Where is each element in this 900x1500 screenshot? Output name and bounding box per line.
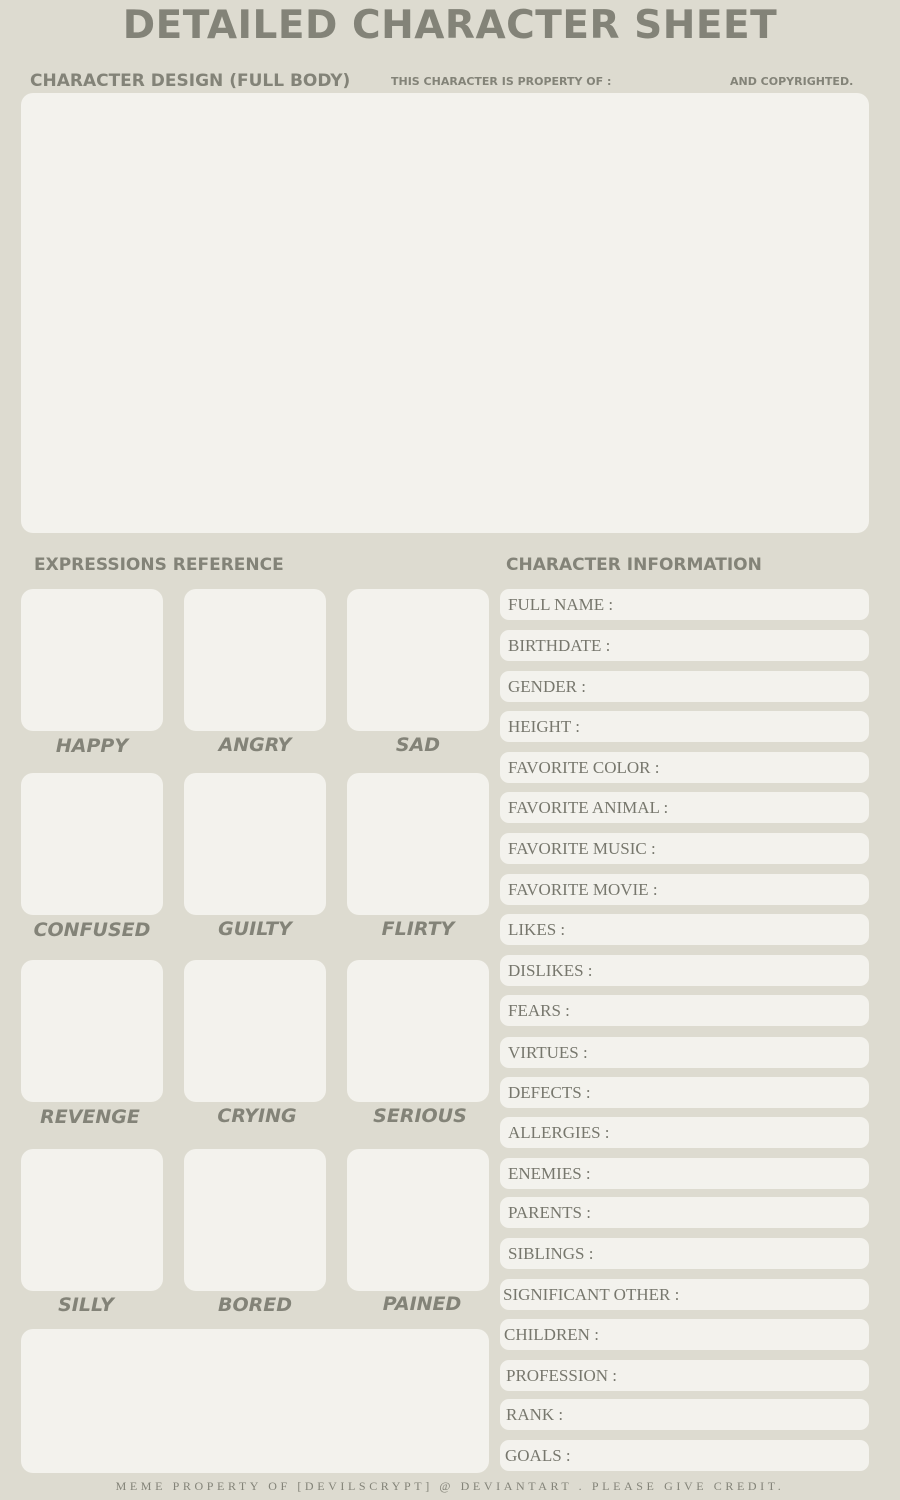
expression-box-revenge xyxy=(21,960,163,1102)
info-field-dislikes[interactable]: DISLIKES : xyxy=(500,955,869,986)
expression-label-sad: SAD xyxy=(395,734,441,756)
expression-label-angry: ANGRY xyxy=(218,734,292,756)
expression-label-pained: PAINED xyxy=(382,1293,462,1315)
info-field-favorite-movie[interactable]: FAVORITE MOVIE : xyxy=(500,874,869,905)
info-field-favorite-animal[interactable]: FAVORITE ANIMAL : xyxy=(500,792,869,823)
info-field-children[interactable]: CHILDREN : xyxy=(500,1319,869,1350)
info-field-full-name[interactable]: FULL NAME : xyxy=(500,589,869,620)
expression-label-happy: HAPPY xyxy=(55,735,129,757)
expression-label-serious: SERIOUS xyxy=(373,1105,467,1127)
expression-box-pained xyxy=(347,1149,489,1291)
full-body-design-area xyxy=(21,93,869,533)
info-field-goals[interactable]: GOALS : xyxy=(500,1440,869,1471)
info-field-virtues[interactable]: VIRTUES : xyxy=(500,1037,869,1068)
info-field-allergies[interactable]: ALLERGIES : xyxy=(500,1117,869,1148)
info-field-favorite-music[interactable]: FAVORITE MUSIC : xyxy=(500,833,869,864)
info-field-fears[interactable]: FEARS : xyxy=(500,995,869,1026)
expression-label-confused: CONFUSED xyxy=(33,919,151,941)
notes-area xyxy=(21,1329,489,1473)
expressions-heading: EXPRESSIONS REFERENCE xyxy=(34,555,284,575)
info-field-parents[interactable]: PARENTS : xyxy=(500,1197,869,1228)
expression-box-silly xyxy=(21,1149,163,1291)
info-field-siblings[interactable]: SIBLINGS : xyxy=(500,1238,869,1269)
expression-label-revenge: REVENGE xyxy=(40,1106,140,1128)
expression-label-flirty: FLIRTY xyxy=(381,918,455,940)
expression-label-bored: BORED xyxy=(217,1294,292,1316)
credit-line: MEME PROPERTY OF [DEVILSCRYPT] @ DEVIANTART . PLEASE GIVE CREDIT. xyxy=(115,1479,785,1493)
info-field-enemies[interactable]: ENEMIES : xyxy=(500,1158,869,1189)
info-heading: CHARACTER INFORMATION xyxy=(506,555,762,575)
info-field-significant-other[interactable]: SIGNIFICANT OTHER : xyxy=(500,1279,869,1310)
design-label: CHARACTER DESIGN (FULL BODY) xyxy=(30,71,351,91)
info-field-rank[interactable]: RANK : xyxy=(500,1399,869,1430)
info-field-defects[interactable]: DEFECTS : xyxy=(500,1077,869,1108)
expression-label-guilty: GUILTY xyxy=(218,918,292,940)
expression-label-crying: CRYING xyxy=(217,1105,297,1127)
expression-box-angry xyxy=(184,589,326,731)
expression-box-flirty xyxy=(347,773,489,915)
property-suffix: AND COPYRIGHTED. xyxy=(730,75,854,88)
info-field-height[interactable]: HEIGHT : xyxy=(500,711,869,742)
expression-label-silly: SILLY xyxy=(58,1294,114,1316)
property-prefix: THIS CHARACTER IS PROPERTY OF : xyxy=(391,75,612,88)
expression-box-crying xyxy=(184,960,326,1102)
expression-box-confused xyxy=(21,773,163,915)
expression-box-sad xyxy=(347,589,489,731)
sheet-title: DETAILED CHARACTER SHEET xyxy=(122,3,778,48)
info-field-birthdate[interactable]: BIRTHDATE : xyxy=(500,630,869,661)
info-field-likes[interactable]: LIKES : xyxy=(500,914,869,945)
info-field-gender[interactable]: GENDER : xyxy=(500,671,869,702)
info-field-profession[interactable]: PROFESSION : xyxy=(500,1360,869,1391)
expression-box-guilty xyxy=(184,773,326,915)
expression-box-bored xyxy=(184,1149,326,1291)
expression-box-serious xyxy=(347,960,489,1102)
info-field-favorite-color[interactable]: FAVORITE COLOR : xyxy=(500,752,869,783)
expression-box-happy xyxy=(21,589,163,731)
